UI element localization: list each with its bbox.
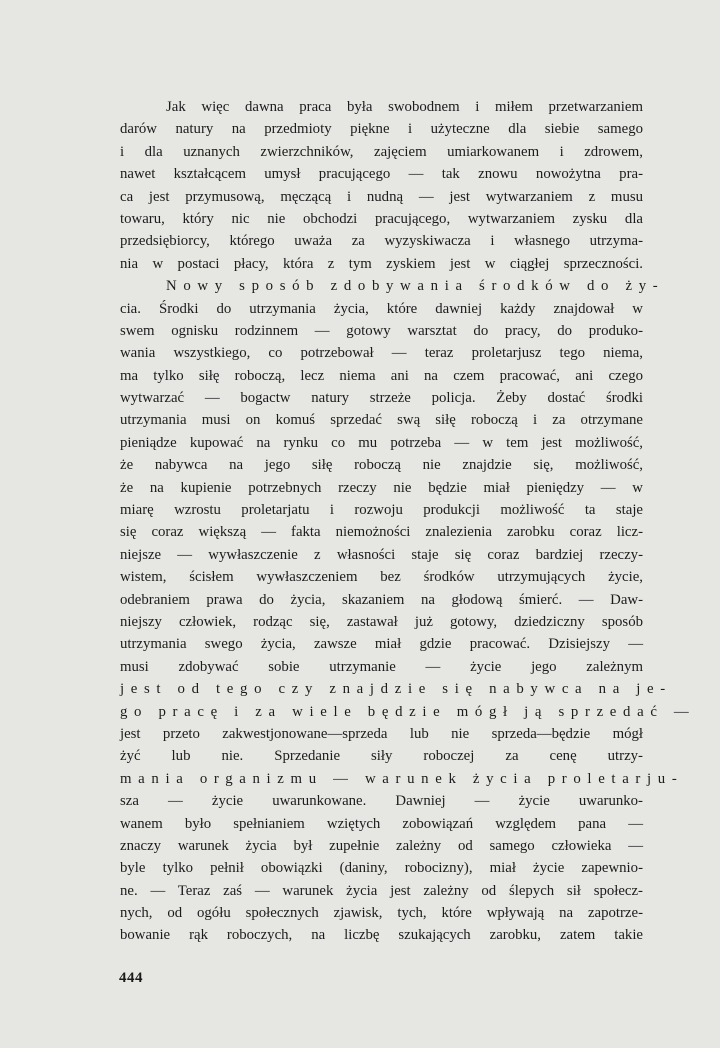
text-line: niejsze — wywłaszczenie z własności staje się coraz bardziej rzeczy- <box>120 546 643 563</box>
text-line: znaczy warunek życia był zupełnie zależny od samego człowieka — <box>120 837 643 854</box>
text-line-spaced: sza — życie uwarunkowane. Dawniej — życie uwarunko- <box>120 793 643 810</box>
text-line: towaru, który nic nie obchodzi pracującego, wytwarzaniem zysku dla <box>120 210 643 227</box>
text-line: nia w postaci płacy, która z tym zyskiem jest w ciągłej sprzeczności. <box>120 255 643 272</box>
text-line: nawet kształcącem umysł pracującego — tak znowu nowożytna pra- <box>120 166 643 183</box>
text-line: wania wszystkiego, co potrzebował — teraz proletarjusz tego niema, <box>120 345 643 362</box>
text-line: darów natury na przedmioty piękne i użyteczne dla siebie samego <box>120 121 643 138</box>
text-line: miarę wzrostu proletarjatu i rozwoju produkcji możliwość ta staje <box>120 502 643 519</box>
text-line: ne. — Teraz zaś — warunek życia jest zależny od ślepych sił społecz- <box>120 882 643 899</box>
text-line: utrzymania swego życia, zawsze miał gdzie pracować. Dzisiejszy — <box>120 636 643 653</box>
text-line: bowanie rąk roboczych, na liczbę szukających zarobku, zatem takie <box>120 927 643 944</box>
body-text <box>120 96 696 947</box>
text-line: utrzymania musi on komuś sprzedać swą siłę roboczą i za otrzymane <box>120 412 643 429</box>
text-line-spaced: mania organizmu — warunek życia proletarju- <box>120 770 684 787</box>
text-line-spaced: Nowy sposób zdobywania środków do ży- <box>166 278 665 295</box>
text-line: byle tylko pełnił obowiązki (daniny, robocizny), miał życie zapewnio- <box>120 860 643 877</box>
text-line: się coraz większą — fakta niemożności znalezienia zarobku coraz licz- <box>120 524 643 541</box>
text-line: pieniądze kupować na rynku co mu potrzeba — w tem jest możliwość, <box>120 434 643 451</box>
text-line: swem ognisku rodzinnem — gotowy warsztat do pracy, do produko- <box>120 322 643 339</box>
text-line-spaced: musi zdobywać sobie utrzymanie — życie jego zależnym <box>120 658 643 675</box>
text-line: wanem było spełnianiem wziętych zobowiązań względem pana — <box>120 815 643 832</box>
text-line: przedsiębiorcy, którego uważa za wyzyskiwacza i własnego utrzyma- <box>120 233 643 250</box>
text-line: Jak więc dawna praca była swobodnem i miłem przetwarzaniem <box>166 99 643 115</box>
text-line: i dla uznanych zwierzchników, zajęciem umiarkowanem i zdrowem, <box>120 143 643 160</box>
text-line-spaced: go pracę i za wiele będzie mógł ją sprzedać — <box>120 703 696 720</box>
text-line: że na kupienie potrzebnych rzeczy nie będzie miał pieniędzy — w <box>120 479 643 496</box>
text-line: cia. Środki do utrzymania życia, które dawniej każdy znajdował w <box>120 300 643 317</box>
text-line: że nabywca na jego siłę roboczą nie znajdzie się, możliwość, <box>120 457 643 474</box>
text-line: wistem, ścisłem wywłaszczeniem bez środków utrzymujących życie, <box>120 569 643 586</box>
text-line-spaced: jest od tego czy znajdzie się nabywca na je- <box>120 681 672 698</box>
text-line: nych, od ogółu społecznych zjawisk, tych, które wpływają na zapotrze- <box>120 905 643 922</box>
text-line: ma tylko siłę roboczą, lecz niema ani na czem pracować, ani czego <box>120 367 643 384</box>
text-line: niejszy człowiek, rodząc się, zastawał już gotowy, dziedziczny sposób <box>120 613 643 630</box>
text-line: odebraniem prawa do życia, skazaniem na głodową śmierć. — Daw- <box>120 591 643 608</box>
text-line-spaced: żyć lub nie. Sprzedanie siły roboczej za cenę utrzy- <box>120 748 643 765</box>
text-line: jest przeto zakwestjonowane—sprzeda lub nie sprzeda—będzie mógł <box>120 725 643 742</box>
page-number: 444 <box>119 970 143 986</box>
text-line: wytwarzać — bogactw natury strzeże policja. Żeby dostać środki <box>120 390 643 407</box>
text-line: ca jest przymusową, męczącą i nudną — jest wytwarzaniem z musu <box>120 188 643 205</box>
